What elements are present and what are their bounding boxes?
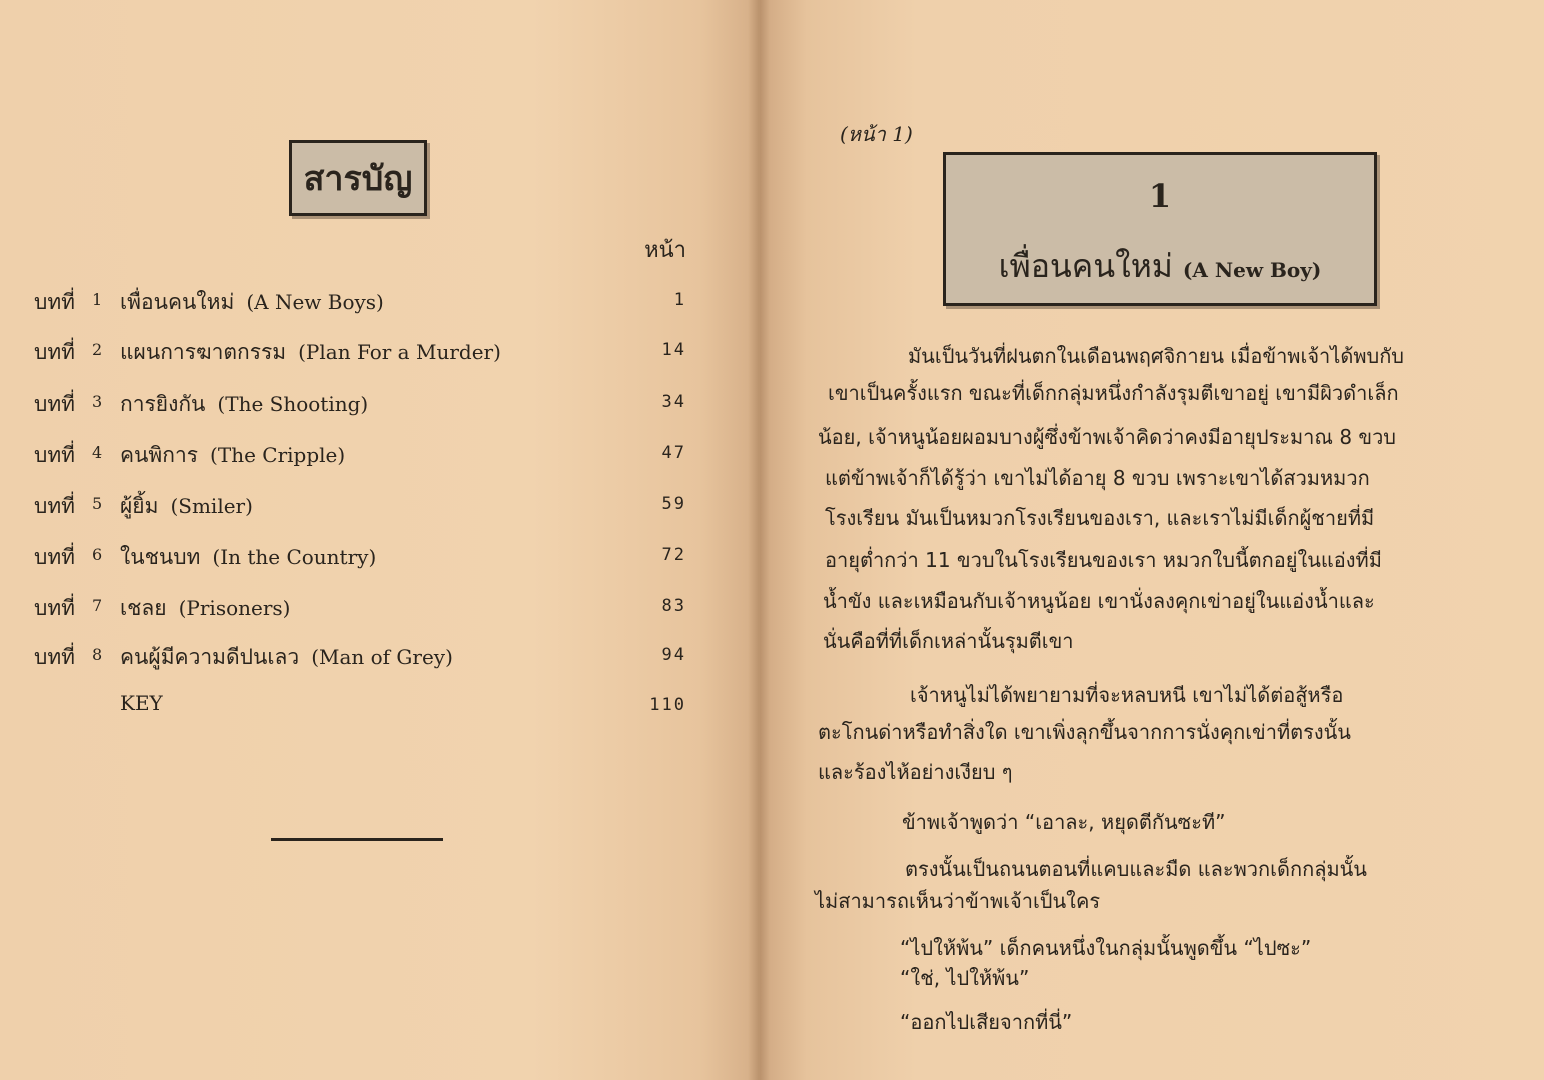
body-line: และร้องไห้อย่างเงียบ ๆ	[818, 760, 1013, 784]
page-column-header: หน้า	[644, 238, 686, 263]
toc-chapter-number: 6	[92, 545, 103, 564]
toc-title-english: (Prisoners)	[178, 596, 291, 620]
body-line: “ออกไปเสียจากที่นี่”	[900, 1010, 1073, 1034]
toc-title-thai: คนผู้มีความดีปนเลว	[120, 645, 300, 669]
toc-chapter-number: 7	[92, 596, 103, 615]
toc-title-english: (Smiler)	[170, 494, 253, 518]
toc-prefix: บทที่	[34, 340, 76, 364]
body-line: ตรงนั้นเป็นถนนตอนที่แคบและมืด และพวกเด็กกลุ่มนั้น	[905, 857, 1367, 881]
body-line: มันเป็นวันที่ฝนตกในเดือนพฤศจิกายน เมื่อข้าพเจ้าได้พบกับ	[908, 344, 1405, 368]
body-line: เจ้าหนูไม่ได้พยายามที่จะหลบหนี เขาไม่ได้ต่อสู้หรือ	[910, 683, 1344, 707]
toc-title-thai: แผนการฆาตกรรม	[120, 340, 287, 364]
body-line: ไม่สามารถเห็นว่าข้าพเจ้าเป็นใคร	[815, 889, 1101, 913]
toc-title-english: (In the Country)	[212, 545, 377, 569]
body-line: อายุต่ำกว่า 11 ขวบในโรงเรียนของเรา หมวกใบนี้ตกอยู่ในแอ่งที่มี	[825, 548, 1382, 572]
chapter-title-english: (A New Boy)	[1182, 258, 1322, 282]
body-line: ข้าพเจ้าพูดว่า “เอาละ, หยุดตีกันซะที”	[902, 810, 1226, 834]
toc-title-english: (Plan For a Murder)	[298, 340, 501, 364]
chapter-title-thai: เพื่อนคนใหม่	[998, 247, 1173, 285]
toc-chapter-number: 3	[92, 392, 103, 411]
chapter-number: 1	[1148, 177, 1172, 215]
toc-page-number: 59	[661, 494, 686, 514]
toc-title-english: (The Shooting)	[217, 392, 369, 416]
toc-title-thai: เชลย	[120, 596, 167, 620]
toc-title-thai: ในชนบท	[120, 545, 201, 569]
toc-prefix: บทที่	[34, 392, 76, 416]
toc-prefix: บทที่	[34, 290, 76, 314]
body-line: น้ำขัง และเหมือนกับเจ้าหนูน้อย เขานั่งลงคุกเข่าอยู่ในแอ่งน้ำและ	[823, 589, 1375, 613]
toc-prefix: บทที่	[34, 545, 76, 569]
toc-page-number: 14	[661, 340, 686, 360]
toc-chapter-number: 4	[92, 443, 103, 462]
body-line: “ไปให้พ้น” เด็กคนหนึ่งในกลุ่มนั้นพูดขึ้น “ไปซะ”	[900, 936, 1312, 960]
toc-prefix: บทที่	[34, 494, 76, 518]
body-line: นั่นคือที่ที่เด็กเหล่านั้นรุมตีเขา	[823, 629, 1074, 653]
toc-page-number: 1	[673, 290, 686, 310]
toc-page-number: 110	[649, 695, 686, 715]
body-line: “ใช่, ไปให้พ้น”	[900, 966, 1030, 990]
toc-title: สารบัญ	[289, 140, 427, 216]
toc-page-number: 72	[661, 545, 686, 565]
body-line: ตะโกนด่าหรือทำสิ่งใด เขาเพิ่งลุกขึ้นจากการนั่งคุกเข่าที่ตรงนั้น	[818, 720, 1351, 744]
body-line: แต่ข้าพเจ้าก็ได้รู้ว่า เขาไม่ได้อายุ 8 ขวบ เพราะเขาได้สวมหมวก	[825, 466, 1370, 490]
toc-title-thai: เพื่อนคนใหม่	[120, 290, 235, 314]
toc-prefix: บทที่	[34, 596, 76, 620]
toc-page-number: 83	[661, 596, 686, 616]
toc-chapter-number: 1	[92, 290, 103, 309]
body-line: เขาเป็นครั้งแรก ขณะที่เด็กกลุ่มหนึ่งกำลังรุมตีเขาอยู่ เขามีผิวดำเล็ก	[828, 381, 1399, 405]
toc-title-english: (The Cripple)	[210, 443, 346, 467]
toc-title-thai: การยิงกัน	[120, 392, 206, 416]
toc-chapter-number: 2	[92, 340, 103, 359]
toc-prefix: บทที่	[34, 443, 76, 467]
body-line: น้อย, เจ้าหนูน้อยผอมบางผู้ซึ่งข้าพเจ้าคิดว่าคงมีอายุประมาณ 8 ขวบ	[818, 425, 1396, 449]
toc-title-thai: ผู้ยิ้ม	[120, 494, 159, 518]
toc-key-label: KEY	[120, 691, 163, 715]
body-line: โรงเรียน มันเป็นหมวกโรงเรียนของเรา, และเราไม่มีเด็กผู้ชายที่มี	[825, 506, 1375, 530]
toc-title-thai: คนพิการ	[120, 443, 199, 467]
toc-prefix: บทที่	[34, 645, 76, 669]
toc-title-english: (Man of Grey)	[311, 645, 453, 669]
toc-chapter-number: 5	[92, 494, 103, 513]
toc-page-number: 34	[661, 392, 686, 412]
page-marker: (หน้า 1)	[840, 122, 913, 146]
toc-chapter-number: 8	[92, 645, 103, 664]
toc-page-number: 94	[661, 645, 686, 665]
toc-page-number: 47	[661, 443, 686, 463]
toc-title-english: (A New Boys)	[246, 290, 384, 314]
